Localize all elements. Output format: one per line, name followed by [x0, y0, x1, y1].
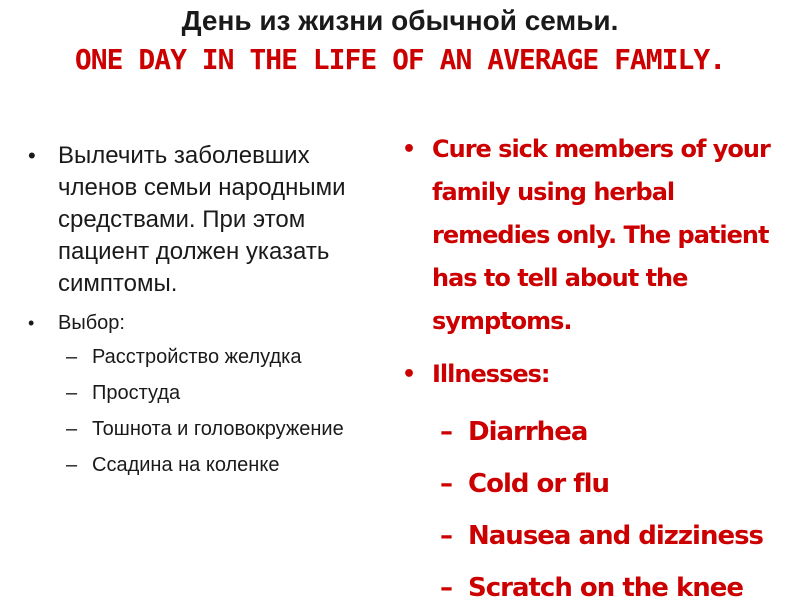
russian-option-text: Расстройство желудка: [92, 346, 302, 368]
english-option-text: Cold or flu: [468, 469, 609, 499]
dash-icon: –: [440, 417, 452, 447]
english-option-item: [400, 458, 790, 510]
bullet-icon: •: [402, 362, 416, 387]
english-option-text: Diarrhea: [468, 417, 588, 447]
russian-task-text: Вылечить заболевших членов семьи народными средствами. При этом пациент должен указать симптомы.: [58, 142, 346, 297]
english-bullet-list: [400, 128, 790, 600]
russian-option-item: [24, 416, 384, 442]
bullet-icon: •: [28, 143, 36, 168]
english-option-item: [400, 510, 790, 562]
english-option-item: [400, 562, 790, 600]
bullet-icon: •: [28, 313, 35, 333]
dash-icon: –: [66, 382, 78, 404]
russian-choice-item: [24, 310, 384, 336]
russian-option-item: [24, 452, 384, 478]
russian-column: [24, 140, 384, 488]
dash-icon: –: [66, 418, 78, 440]
dash-icon: –: [440, 521, 452, 551]
english-option-text: Nausea and dizziness: [468, 521, 764, 551]
title-block: [0, 4, 800, 78]
english-task-text: Cure sick members of your family using herbal remedies only. The patient has to tell about the symptoms.: [432, 135, 770, 335]
russian-task-item: [24, 140, 384, 300]
russian-option-text: Тошнота и головокружение: [92, 418, 344, 440]
dash-icon: –: [440, 469, 452, 499]
english-illnesses-label: Illnesses:: [432, 360, 550, 388]
russian-option-item: [24, 344, 384, 370]
english-illnesses-item: [400, 353, 790, 396]
russian-option-text: Ссадина на коленке: [92, 454, 280, 476]
russian-option-item: [24, 380, 384, 406]
russian-choice-label: Выбор:: [58, 312, 125, 334]
dash-icon: –: [66, 346, 78, 368]
english-task-item: [400, 128, 790, 343]
english-option-item: [400, 406, 790, 458]
dash-icon: –: [440, 573, 452, 600]
title-english: ONE DAY IN THE LIFE OF AN AVERAGE FAMILY.: [74, 43, 726, 76]
english-option-text: Scratch on the knee: [468, 573, 744, 600]
russian-bullet-list: [24, 140, 384, 478]
bullet-icon: •: [402, 137, 416, 162]
english-column: [400, 128, 790, 600]
dash-icon: –: [66, 454, 78, 476]
russian-option-text: Простуда: [92, 382, 181, 404]
title-russian: День из жизни обычной семьи.: [181, 5, 619, 36]
